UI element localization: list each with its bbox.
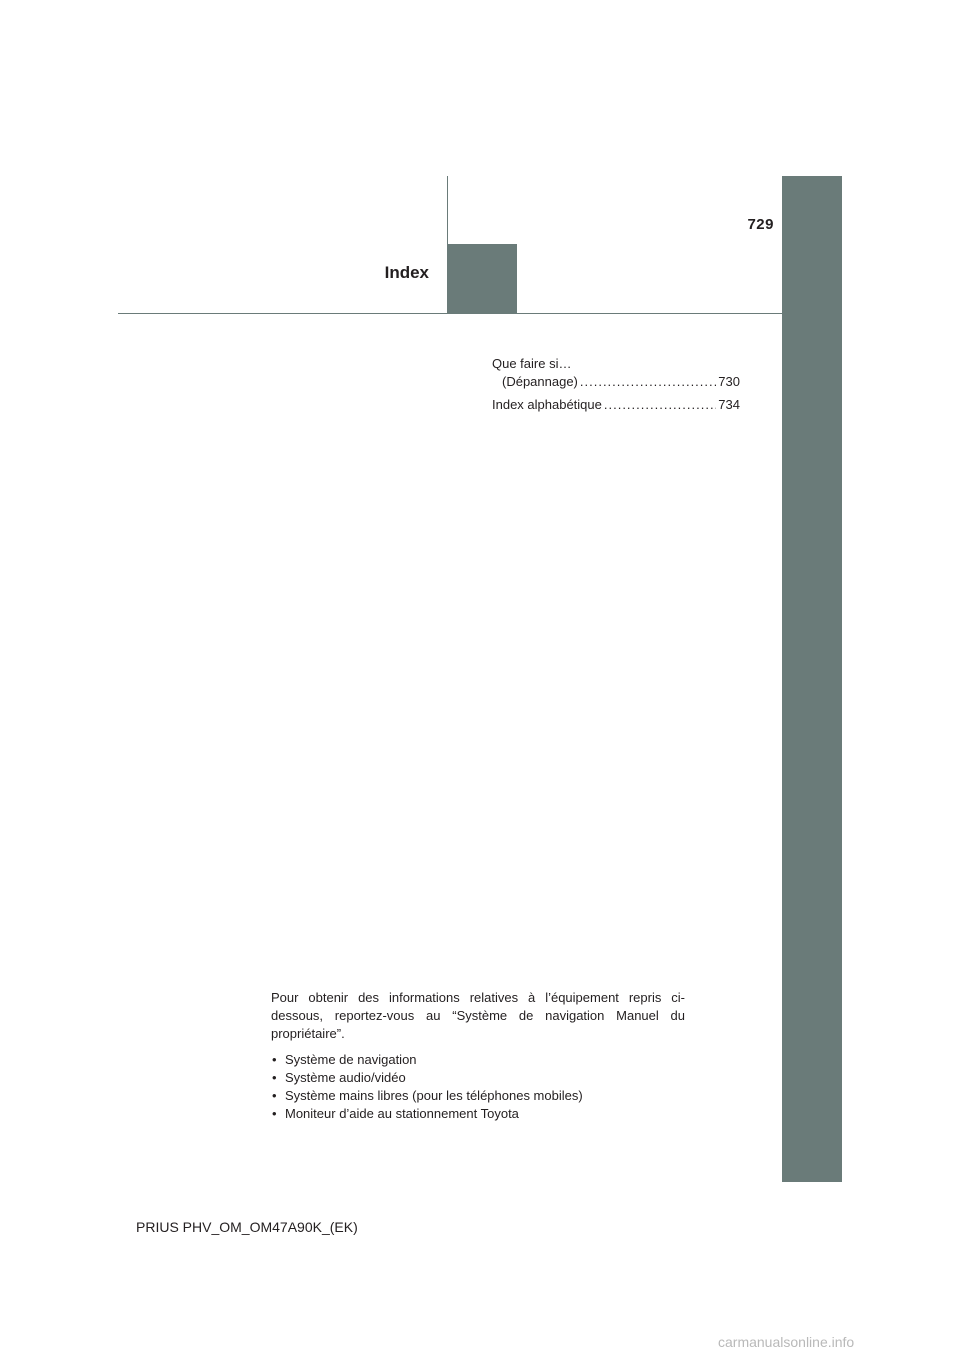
leader-dots: [604, 396, 716, 414]
side-thumb-tab: [782, 176, 842, 1182]
toc-page-number: 734: [718, 397, 740, 412]
page-number: 729: [747, 216, 774, 233]
watermark: carmanualsonline.info: [718, 1334, 855, 1350]
navigation-manual-note: [271, 989, 685, 1123]
note-text: Pour obtenir des informations relatives à l’équipement repris ci-dessous, reportez-vous au “Système de navigation Manuel du propriétaire”.: [271, 990, 685, 1041]
toc-entry-label: Index alphabétique: [492, 397, 602, 412]
list-item: • Système mains libres (pour les téléphones mobiles): [271, 1087, 685, 1105]
list-item: • Système de navigation: [271, 1051, 685, 1069]
note-list: [271, 1051, 685, 1123]
table-of-contents: [492, 355, 740, 419]
toc-entry-sublabel: (Dépannage): [502, 374, 578, 389]
list-item: • Moniteur d’aide au stationnement Toyota: [271, 1105, 685, 1123]
footer-model-code: PRIUS PHV_OM_OM47A90K_(EK): [136, 1219, 358, 1235]
leader-dots: [580, 373, 716, 391]
toc-page-number: 730: [718, 374, 740, 389]
header-horizontal-rule: [118, 313, 782, 314]
section-title: Index: [384, 263, 429, 282]
toc-entry-troubleshooting[interactable]: [492, 355, 740, 391]
section-marker-square: [448, 244, 517, 313]
list-item: • Système audio/vidéo: [271, 1069, 685, 1087]
toc-entry-alphabetical-index[interactable]: [492, 396, 740, 414]
toc-entry-label: Que faire si…: [492, 356, 572, 371]
